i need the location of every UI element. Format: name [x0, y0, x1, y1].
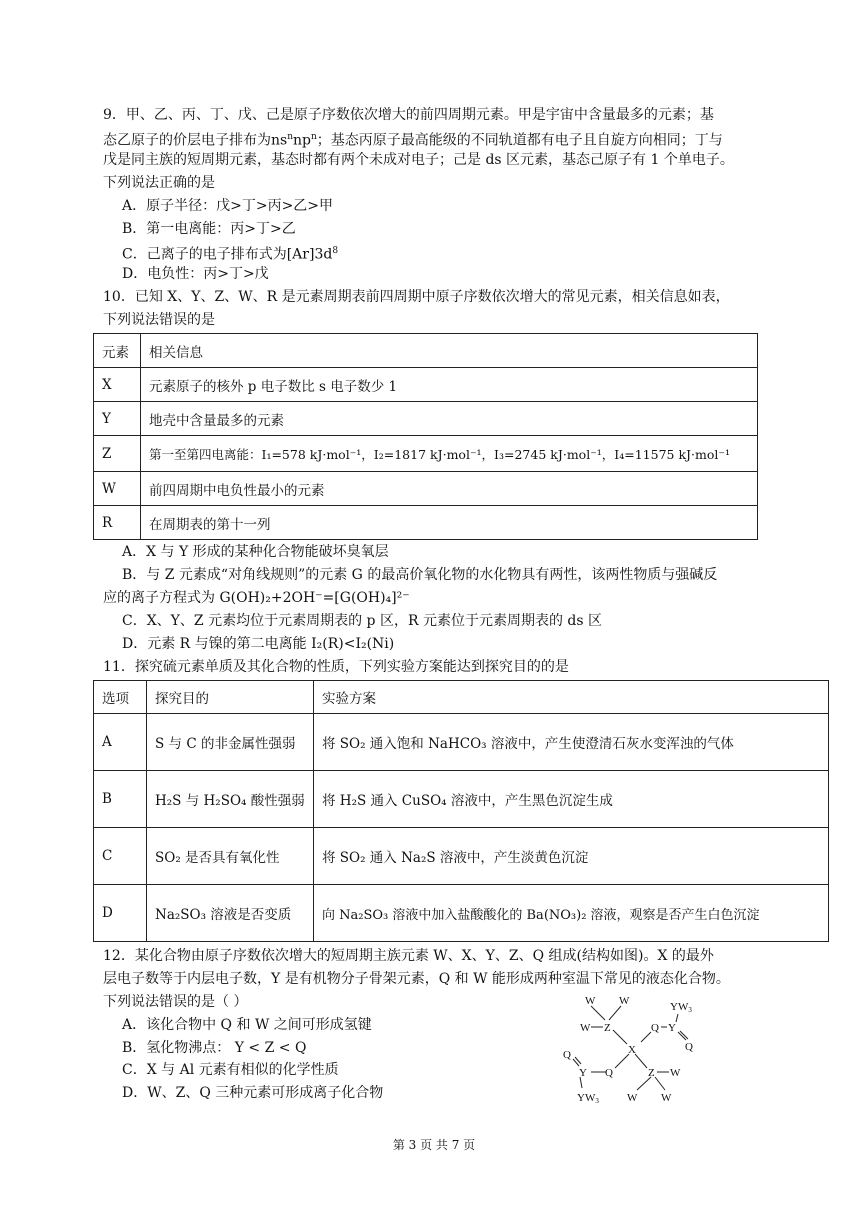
q10-option-c: C．X、Y、Z 元素均位于元素周期表的 p 区，R 元素位于元素周期表的 ds 区	[122, 613, 602, 629]
q10-table	[93, 333, 758, 540]
q11-header-purpose: 探究目的	[147, 681, 314, 714]
atom-w: W	[585, 995, 596, 1007]
table-row	[94, 472, 758, 506]
q9-option-b: B．第一电离能：丙>丁>乙	[122, 221, 296, 237]
atom-q: Q	[605, 1067, 613, 1079]
table-row	[94, 436, 758, 472]
q11-cell-purpose: S 与 C 的非金属性强弱	[147, 714, 314, 771]
q10-cell-info: 前四周期中电负性最小的元素	[141, 472, 758, 506]
q11-table-header	[94, 681, 829, 714]
q11-stem: 11．探究硫元素单质及其化合物的性质，下列实验方案能达到探究目的的是	[103, 659, 569, 675]
q11-cell-purpose: SO₂ 是否具有氧化性	[147, 828, 314, 885]
atom-w: W	[619, 995, 630, 1007]
q10-cell-info: 第一至第四电离能：I₁=578 kJ·mol⁻¹，I₂=1817 kJ·mol⁻¹，I₃=2745 kJ·mol⁻¹，I₄=11575 kJ·mol⁻¹	[141, 436, 758, 472]
q11-cell-purpose: Na₂SO₃ 溶液是否变质	[147, 885, 314, 942]
table-row	[94, 506, 758, 540]
atom-w: W	[627, 1092, 638, 1104]
q11-cell-option: C	[94, 828, 147, 885]
q9-stem-line-1: 9．甲、乙、丙、丁、戊、己是原子序数依次增大的前四周期元素。甲是宇宙中含量最多的元素；基	[103, 107, 714, 123]
q10-table-header	[94, 334, 758, 368]
atom-z: Z	[648, 1067, 655, 1079]
q11-cell-option: D	[94, 885, 147, 942]
q10-option-b-line-1: B．与 Z 元素成“对角线规则”的元素 G 的最高价氧化物的水化物具有两性，该两性物质与强碱反	[122, 567, 718, 583]
q9-option-a: A．原子半径：戊>丁>丙>乙>甲	[122, 198, 334, 214]
atom-w: W	[670, 1067, 681, 1079]
atom-y: Y	[579, 1067, 587, 1079]
q10-cell-element: X	[94, 368, 141, 402]
q12-option-d: D．W、Z、Q 三种元素可形成离子化合物	[122, 1085, 384, 1101]
q10-cell-element: R	[94, 506, 141, 540]
table-row	[94, 368, 758, 402]
q9-stem-line-4: 下列说法正确的是	[103, 175, 215, 191]
q10-option-d: D．元素 R 与镍的第二电离能 I₂(R)<I₂(Ni)	[122, 636, 395, 652]
table-row	[94, 771, 829, 828]
table-row	[94, 402, 758, 436]
q12-option-a: A．该化合物中 Q 和 W 之间可形成氢键	[122, 1017, 372, 1033]
q12-option-c: C．X 与 Al 元素有相似的化学性质	[122, 1062, 339, 1078]
q10-header-element: 元素	[94, 334, 141, 368]
table-row	[94, 714, 829, 771]
q10-option-a: A．X 与 Y 形成的某种化合物能破坏臭氧层	[122, 544, 389, 560]
atom-w: W	[661, 1092, 672, 1104]
q11-cell-purpose: H₂S 与 H₂SO₄ 酸性强弱	[147, 771, 314, 828]
q11-cell-option: A	[94, 714, 147, 771]
q10-cell-element: Y	[94, 402, 141, 436]
q9-option-c: C．己离子的电子排布式为$[Ar]3d^8$	[122, 246, 339, 263]
q9-stem-line-2: 态乙原子的价层电子排布为$ns^nnp^n$；基态丙原子最高能级的不同轨道都有电子且自旋方向相同；丁与	[103, 132, 723, 149]
q11-table	[93, 680, 829, 942]
atom-x: X	[628, 1044, 636, 1056]
q10-stem-line-1: 10．已知 X、Y、Z、W、R 是元素周期表前四周期中原子序数依次增大的常见元素，相关信息如表，	[103, 289, 730, 305]
q12-stem-line-2: 层电子数等于内层电子数，Y 是有机物分子骨架元素，Q 和 W 能形成两种室温下常见的液态化合物。	[103, 971, 730, 987]
q10-option-b-line-2: 应的离子方程式为 G(OH)₂+2OH⁻=[G(OH)₄]²⁻	[103, 590, 410, 606]
atom-q: Q	[651, 1022, 659, 1034]
atom-w: W	[580, 1022, 591, 1034]
q10-cell-info: 在周期表的第十一列	[141, 506, 758, 540]
atom-z: Z	[604, 1022, 611, 1034]
q10-stem-line-2: 下列说法错误的是	[103, 312, 215, 328]
group-yw3: YW3	[577, 1092, 599, 1105]
q9-stem-line-3: 戊是同主族的短周期元素，基态时都有两个未成对电子；己是 ds 区元素，基态己原子有 1 个单电子。	[103, 152, 734, 168]
atom-q: Q	[563, 1049, 571, 1061]
compound-structure-diagram	[555, 992, 715, 1110]
q11-cell-plan: 将 SO₂ 通入饱和 NaHCO₃ 溶液中，产生使澄清石灰水变浑浊的气体	[314, 714, 829, 771]
q11-cell-plan: 向 Na₂SO₃ 溶液中加入盐酸酸化的 Ba(NO₃)₂ 溶液，观察是否产生白色沉淀	[314, 885, 829, 942]
q10-header-info: 相关信息	[141, 334, 758, 368]
q12-stem-line-1: 12．某化合物由原子序数依次增大的短周期主族元素 W、X、Y、Z、Q 组成(结构如图)。X 的最外	[103, 948, 714, 964]
q10-cell-info: 元素原子的核外 p 电子数比 s 电子数少 1	[141, 368, 758, 402]
q12-option-b: B．氢化物沸点： Y < Z < Q	[122, 1040, 307, 1056]
q10-cell-element: Z	[94, 436, 141, 472]
page-footer: 第 3 页 共 7 页	[392, 1138, 476, 1152]
atom-q: Q	[685, 1041, 693, 1053]
table-row	[94, 828, 829, 885]
q11-header-option: 选项	[94, 681, 147, 714]
group-yw3: YW3	[670, 1001, 692, 1014]
atom-y: Y	[668, 1022, 676, 1034]
q11-header-plan: 实验方案	[314, 681, 829, 714]
q11-cell-plan: 将 H₂S 通入 CuSO₄ 溶液中，产生黑色沉淀生成	[314, 771, 829, 828]
q10-cell-info: 地壳中含量最多的元素	[141, 402, 758, 436]
q11-cell-plan: 将 SO₂ 通入 Na₂S 溶液中，产生淡黄色沉淀	[314, 828, 829, 885]
q12-stem-line-3: 下列说法错误的是（ ）	[103, 994, 248, 1010]
table-row	[94, 885, 829, 942]
q10-cell-element: W	[94, 472, 141, 506]
q9-option-d: D．电负性：丙>丁>戊	[122, 266, 269, 282]
q11-cell-option: B	[94, 771, 147, 828]
